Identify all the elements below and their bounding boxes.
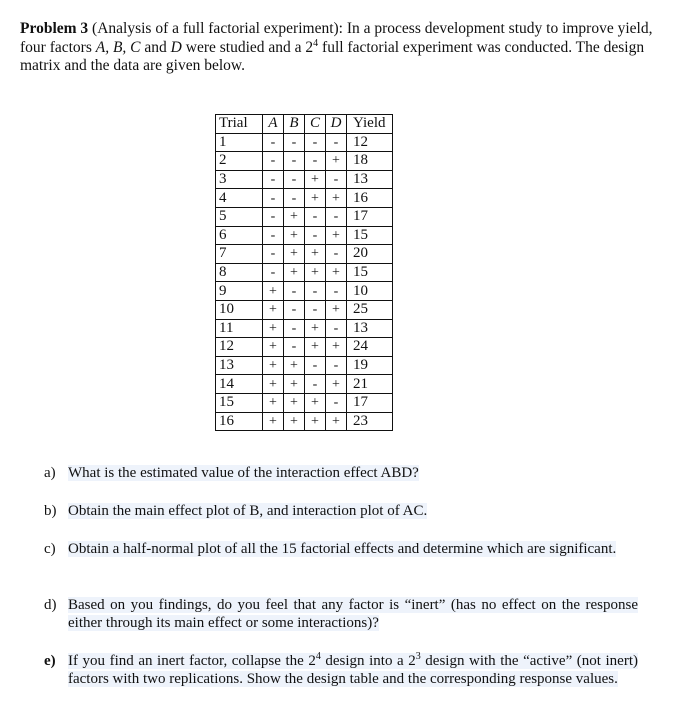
table-row bbox=[216, 282, 393, 301]
sign-cell: - bbox=[263, 152, 284, 171]
sign-cell: - bbox=[305, 152, 326, 171]
sign-cell: + bbox=[305, 393, 326, 412]
yield-cell: 25 bbox=[347, 300, 393, 319]
sign-cell: - bbox=[326, 245, 347, 264]
sign-cell: + bbox=[326, 226, 347, 245]
sign-cell: - bbox=[263, 133, 284, 152]
sign-cell: - bbox=[305, 282, 326, 301]
sign-cell: + bbox=[305, 245, 326, 264]
sign-cell: - bbox=[305, 133, 326, 152]
yield-cell: 20 bbox=[347, 245, 393, 264]
sign-cell: + bbox=[263, 356, 284, 375]
yield-cell: 17 bbox=[347, 207, 393, 226]
trial-cell: 4 bbox=[216, 189, 263, 208]
and-word: and bbox=[140, 38, 171, 56]
problem-mid-text: were studied and a 2 bbox=[181, 38, 314, 56]
sign-cell: - bbox=[326, 133, 347, 152]
header-b: B bbox=[284, 115, 305, 134]
question-label: a) bbox=[44, 465, 56, 481]
yield-cell: 18 bbox=[347, 152, 393, 171]
table-row bbox=[216, 263, 393, 282]
sign-cell: - bbox=[263, 245, 284, 264]
sign-cell: + bbox=[305, 189, 326, 208]
yield-cell: 13 bbox=[347, 170, 393, 189]
sign-cell: + bbox=[263, 412, 284, 431]
sign-cell: + bbox=[284, 263, 305, 282]
sign-cell: - bbox=[305, 207, 326, 226]
trial-cell: 9 bbox=[216, 282, 263, 301]
question-text: Based on you findings, do you feel that any factor is “inert” (has no effect on the response either through its main effect or some interactions)? bbox=[68, 597, 638, 631]
sign-cell: - bbox=[263, 207, 284, 226]
yield-cell: 21 bbox=[347, 375, 393, 394]
trial-cell: 15 bbox=[216, 393, 263, 412]
sign-cell: - bbox=[284, 319, 305, 338]
sign-cell: - bbox=[326, 207, 347, 226]
sign-cell: - bbox=[326, 170, 347, 189]
question-text: Obtain a half-normal plot of all the 15 factorial effects and determine which are significant. bbox=[68, 541, 617, 557]
trial-cell: 6 bbox=[216, 226, 263, 245]
problem-label: Problem 3 bbox=[20, 20, 89, 37]
sign-cell: + bbox=[326, 300, 347, 319]
sign-cell: + bbox=[305, 263, 326, 282]
trial-cell: 8 bbox=[216, 263, 263, 282]
sign-cell: - bbox=[284, 170, 305, 189]
sign-cell: + bbox=[284, 375, 305, 394]
sign-cell: + bbox=[326, 189, 347, 208]
sign-cell: + bbox=[326, 412, 347, 431]
yield-cell: 16 bbox=[347, 189, 393, 208]
yield-cell: 15 bbox=[347, 263, 393, 282]
sign-cell: + bbox=[305, 412, 326, 431]
table-row bbox=[216, 375, 393, 394]
sign-cell: - bbox=[305, 375, 326, 394]
sign-cell: + bbox=[284, 245, 305, 264]
table-body bbox=[216, 133, 393, 431]
yield-cell: 24 bbox=[347, 338, 393, 357]
sign-cell: + bbox=[263, 282, 284, 301]
sign-cell: + bbox=[284, 393, 305, 412]
trial-cell: 7 bbox=[216, 245, 263, 264]
problem-title-text: (Analysis of a full factorial experiment): In a process development study to improve yield, four factors bbox=[20, 20, 653, 56]
table-row bbox=[216, 338, 393, 357]
sign-cell: - bbox=[263, 263, 284, 282]
table-row bbox=[216, 207, 393, 226]
sign-cell: - bbox=[326, 356, 347, 375]
factor-d: D bbox=[170, 38, 182, 56]
sign-cell: - bbox=[326, 393, 347, 412]
sign-cell: + bbox=[284, 412, 305, 431]
sign-cell: - bbox=[305, 356, 326, 375]
header-yield: Yield bbox=[347, 115, 393, 134]
sign-cell: + bbox=[263, 375, 284, 394]
sign-cell: + bbox=[263, 319, 284, 338]
trial-cell: 10 bbox=[216, 300, 263, 319]
sign-cell: - bbox=[326, 282, 347, 301]
table-row bbox=[216, 133, 393, 152]
trial-cell: 11 bbox=[216, 319, 263, 338]
yield-cell: 12 bbox=[347, 133, 393, 152]
sign-cell: - bbox=[263, 226, 284, 245]
table-header-row bbox=[216, 115, 393, 134]
sign-cell: + bbox=[284, 226, 305, 245]
table-row bbox=[216, 170, 393, 189]
sign-cell: + bbox=[326, 152, 347, 171]
header-d: D bbox=[326, 115, 347, 134]
sign-cell: + bbox=[263, 300, 284, 319]
table-row bbox=[216, 189, 393, 208]
yield-cell: 19 bbox=[347, 356, 393, 375]
question-text: If you find an inert factor, collapse the $2^4$ design into a $2^3$ design with the “active” (not inert) factors with two replications. Show the design table and the corresponding response values. bbox=[68, 651, 638, 687]
sign-cell: - bbox=[284, 282, 305, 301]
sign-cell: - bbox=[284, 152, 305, 171]
question-label: e) bbox=[44, 653, 56, 669]
table-row bbox=[216, 152, 393, 171]
question-text: Obtain the main effect plot of B, and interaction plot of AC. bbox=[68, 503, 428, 519]
sign-cell: - bbox=[284, 300, 305, 319]
sign-cell: + bbox=[305, 338, 326, 357]
trial-cell: 14 bbox=[216, 375, 263, 394]
trial-cell: 13 bbox=[216, 356, 263, 375]
header-c: C bbox=[305, 115, 326, 134]
sign-cell: - bbox=[263, 170, 284, 189]
sign-cell: - bbox=[284, 338, 305, 357]
trial-cell: 5 bbox=[216, 207, 263, 226]
sign-cell: + bbox=[326, 263, 347, 282]
yield-cell: 13 bbox=[347, 319, 393, 338]
sign-cell: - bbox=[305, 300, 326, 319]
sign-cell: - bbox=[305, 226, 326, 245]
problem-end-text: full factorial experiment was conducted. The design matrix and the data are given below. bbox=[20, 38, 645, 74]
sign-cell: + bbox=[263, 338, 284, 357]
sign-cell: + bbox=[263, 393, 284, 412]
sign-cell: - bbox=[284, 189, 305, 208]
question-text: What is the estimated value of the interaction effect ABD? bbox=[68, 465, 419, 481]
header-a: A bbox=[263, 115, 284, 134]
problem-statement bbox=[20, 20, 660, 76]
trial-cell: 2 bbox=[216, 152, 263, 171]
sign-cell: + bbox=[305, 319, 326, 338]
question-label: b) bbox=[44, 503, 57, 519]
sign-cell: + bbox=[284, 207, 305, 226]
table-row bbox=[216, 226, 393, 245]
table-row bbox=[216, 300, 393, 319]
question-label: d) bbox=[44, 597, 57, 613]
table-row bbox=[216, 356, 393, 375]
trial-cell: 16 bbox=[216, 412, 263, 431]
sign-cell: + bbox=[305, 170, 326, 189]
yield-cell: 17 bbox=[347, 393, 393, 412]
sign-cell: + bbox=[326, 375, 347, 394]
question-label: c) bbox=[44, 541, 56, 557]
yield-cell: 23 bbox=[347, 412, 393, 431]
yield-cell: 10 bbox=[347, 282, 393, 301]
trial-cell: 12 bbox=[216, 338, 263, 357]
sign-cell: - bbox=[284, 133, 305, 152]
sign-cell: + bbox=[326, 338, 347, 357]
sign-cell: - bbox=[263, 189, 284, 208]
design-matrix-table bbox=[215, 114, 393, 431]
table-row bbox=[216, 393, 393, 412]
table-row bbox=[216, 412, 393, 431]
sign-cell: - bbox=[326, 319, 347, 338]
trial-cell: 3 bbox=[216, 170, 263, 189]
exponent: 4 bbox=[313, 37, 319, 49]
factors-italic: A, B, C bbox=[95, 38, 141, 56]
yield-cell: 15 bbox=[347, 226, 393, 245]
trial-cell: 1 bbox=[216, 133, 263, 152]
sign-cell: + bbox=[284, 356, 305, 375]
table-row bbox=[216, 245, 393, 264]
table-row bbox=[216, 319, 393, 338]
header-trial: Trial bbox=[216, 115, 263, 134]
